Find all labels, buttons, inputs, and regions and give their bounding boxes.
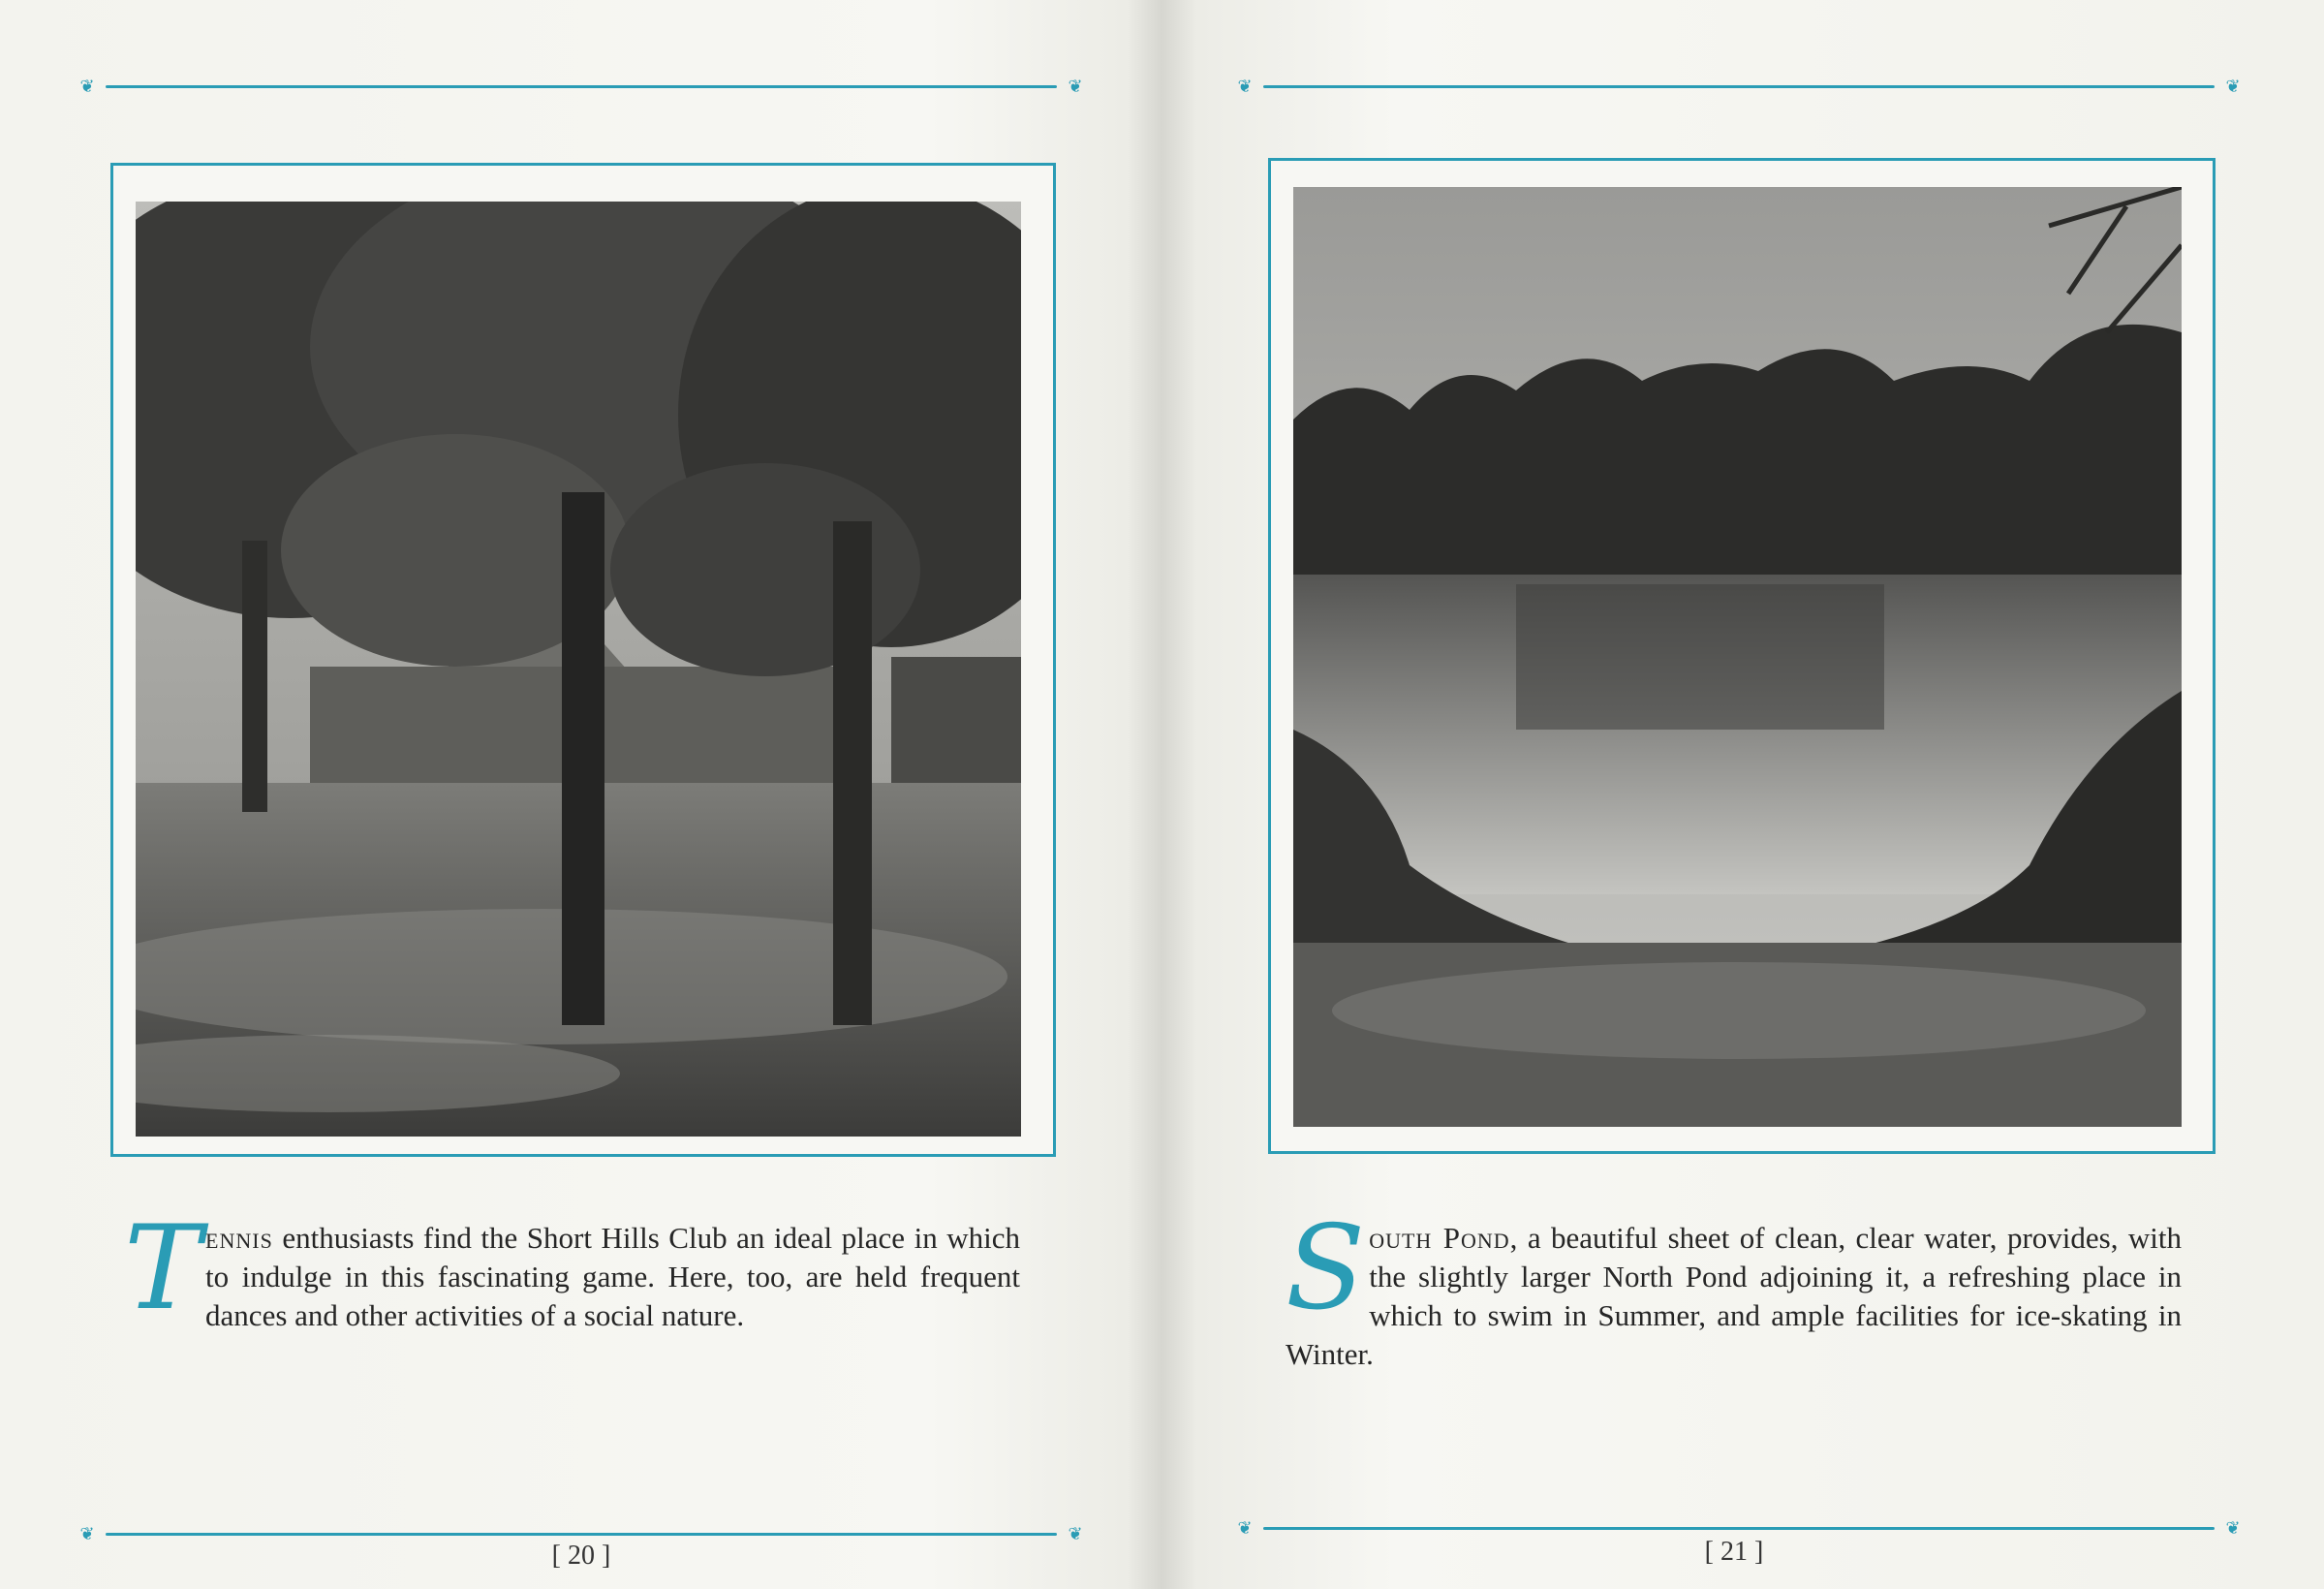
right-page xyxy=(1162,0,2324,1589)
top-ornamental-rule xyxy=(1230,78,2247,97)
ornament-icon: ❦ xyxy=(79,1524,95,1544)
south-pond-photo xyxy=(1293,187,2182,1127)
ornament-icon: ❦ xyxy=(2225,77,2241,97)
caption-lead: ennis xyxy=(205,1221,273,1255)
top-ornamental-rule xyxy=(73,78,1090,97)
caption-text: enthusiasts find the Short Hills Club an ideal place in which to indulge in this fascinating game. Here, too, are held frequent dances and other activities of a social nature. xyxy=(205,1221,1020,1332)
ornament-icon: ❦ xyxy=(1068,77,1083,97)
page-number: [ 20 ] xyxy=(551,1541,611,1571)
left-caption xyxy=(124,1201,1020,1336)
right-caption xyxy=(1286,1201,2182,1374)
ornament-icon: ❦ xyxy=(2225,1518,2241,1539)
ornament-icon: ❦ xyxy=(1237,1518,1253,1539)
ornament-icon: ❦ xyxy=(1068,1524,1083,1544)
page-number: [ 21 ] xyxy=(1704,1537,1764,1567)
tennis-club-photo xyxy=(136,202,1021,1137)
ornament-icon: ❦ xyxy=(79,77,95,97)
caption-lead: outh Pond xyxy=(1369,1221,1510,1255)
bottom-ornamental-rule xyxy=(1230,1519,2247,1539)
caption-text: , a beautiful sheet of clean, clear water, provides, with the slightly larger North Pond adjoining it, a refreshing place in which to swim in Summer, and ample facilities for ice-skating in Winter. xyxy=(1286,1221,2182,1371)
ornament-icon: ❦ xyxy=(1237,77,1253,97)
drop-cap: S xyxy=(1286,1201,1366,1336)
drop-cap: T xyxy=(124,1201,202,1336)
